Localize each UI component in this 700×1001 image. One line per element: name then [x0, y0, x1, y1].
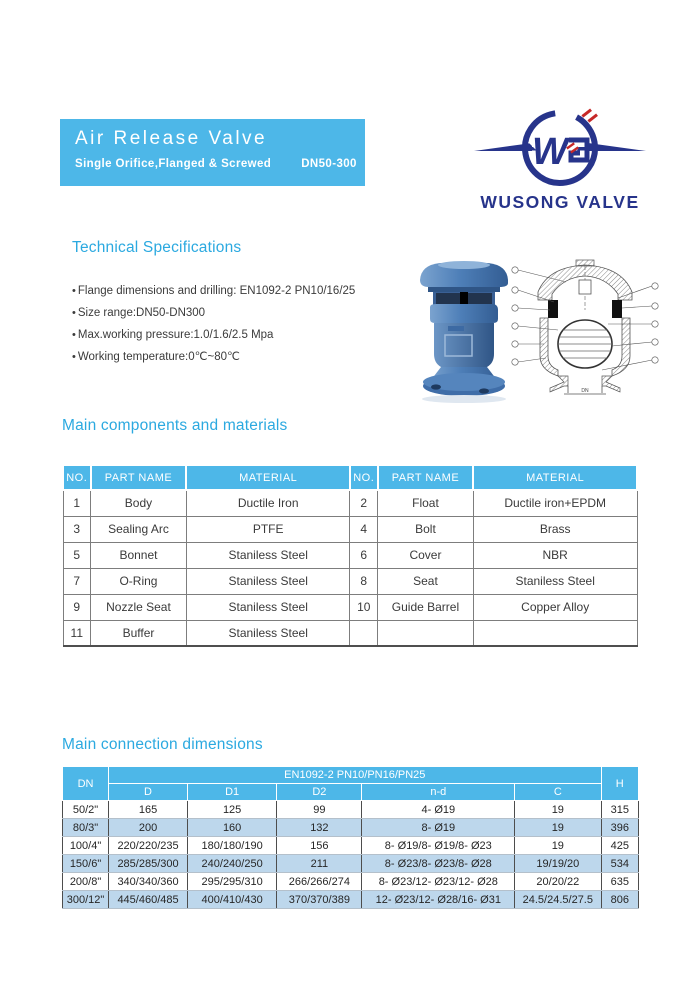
table-cell: 8 [350, 568, 378, 594]
column-header: NO. [63, 465, 91, 490]
column-header: PART NAME [91, 465, 187, 490]
table-cell [350, 620, 378, 646]
spec-bullet: • Flange dimensions and drilling: EN1092-2 PN10/16/25 [72, 280, 355, 302]
table-cell: 100/4" [63, 837, 109, 855]
dimensions-table [62, 766, 639, 909]
table-cell: 266/266/274 [277, 873, 362, 891]
table-cell: 8- Ø23/8- Ø23/8- Ø28 [362, 855, 515, 873]
table-cell: 295/295/310 [187, 873, 276, 891]
table-cell: 99 [277, 801, 362, 819]
column-header-dn: DN [63, 767, 109, 801]
table-row [63, 568, 637, 594]
table-cell: Sealing Arc [91, 516, 187, 542]
table-row [63, 891, 639, 909]
table-cell: 160 [187, 819, 276, 837]
table-cell: Nozzle Seat [91, 594, 187, 620]
section-heading-dimensions: Main connection dimensions [62, 736, 263, 753]
table-cell: 9 [63, 594, 91, 620]
table-cell: Bonnet [91, 542, 187, 568]
table-row [63, 620, 637, 646]
dimensions-header-row-2 [63, 784, 639, 801]
column-header: D1 [187, 784, 276, 801]
table-cell: Staniless Steel [473, 568, 637, 594]
table-cell: 10 [350, 594, 378, 620]
column-header: n-d [362, 784, 515, 801]
table-cell: 400/410/430 [187, 891, 276, 909]
table-cell: 340/340/360 [109, 873, 188, 891]
table-cell: 180/180/190 [187, 837, 276, 855]
column-header: MATERIAL [473, 465, 637, 490]
table-row [63, 873, 639, 891]
table-row [63, 819, 639, 837]
table-cell: Guide Barrel [378, 594, 474, 620]
column-header: D [109, 784, 188, 801]
table-cell: Staniless Steel [186, 594, 350, 620]
table-cell: Staniless Steel [186, 620, 350, 646]
table-cell: Cover [378, 542, 474, 568]
spec-list [72, 280, 355, 368]
table-cell: Float [378, 490, 474, 516]
logo-wordmark: WUSONG VALVE [480, 192, 640, 212]
table-cell: 19 [515, 837, 601, 855]
column-header-h: H [601, 767, 638, 801]
column-header: D2 [277, 784, 362, 801]
table-cell: 19 [515, 819, 601, 837]
table-row [63, 837, 639, 855]
components-table [62, 464, 638, 647]
table-row [63, 801, 639, 819]
table-cell: 156 [277, 837, 362, 855]
table-cell: PTFE [186, 516, 350, 542]
table-cell: Buffer [91, 620, 187, 646]
table-cell: 370/370/389 [277, 891, 362, 909]
table-cell: NBR [473, 542, 637, 568]
table-row [63, 516, 637, 542]
spec-bullet: • Working temperature:0℃~80℃ [72, 346, 355, 368]
table-cell: 200/8" [63, 873, 109, 891]
table-cell: 3 [63, 516, 91, 542]
table-cell: Ductile Iron [186, 490, 350, 516]
table-row [63, 542, 637, 568]
table-cell: 4- Ø19 [362, 801, 515, 819]
table-cell: 200 [109, 819, 188, 837]
drawing-dn-label: DN [581, 388, 589, 394]
column-header-standard: EN1092-2 PN10/PN16/PN25 [109, 767, 601, 784]
table-cell [378, 620, 474, 646]
table-cell: 11 [63, 620, 91, 646]
table-cell: 2 [350, 490, 378, 516]
table-cell [473, 620, 637, 646]
section-heading-technical-specifications: Technical Specifications [72, 239, 242, 256]
table-cell: Bolt [378, 516, 474, 542]
valve-product-photo [408, 256, 520, 404]
spec-bullet: • Size range:DN50-DN300 [72, 302, 355, 324]
wusong-valve-logo-icon [468, 98, 652, 220]
table-cell: 8- Ø23/12- Ø23/12- Ø28 [362, 873, 515, 891]
table-cell: 220/220/235 [109, 837, 188, 855]
table-cell: 125 [187, 801, 276, 819]
table-cell: 806 [601, 891, 638, 909]
table-cell: 211 [277, 855, 362, 873]
table-cell: 425 [601, 837, 638, 855]
column-header: C [515, 784, 601, 801]
table-cell: 6 [350, 542, 378, 568]
table-cell: 635 [601, 873, 638, 891]
svg-text:W: W [532, 131, 568, 173]
table-cell: 20/20/22 [515, 873, 601, 891]
column-header: NO. [350, 465, 378, 490]
table-cell: Brass [473, 516, 637, 542]
table-cell: 315 [601, 801, 638, 819]
components-header-row [63, 465, 637, 490]
column-header: MATERIAL [186, 465, 350, 490]
table-cell: 534 [601, 855, 638, 873]
table-cell: 396 [601, 819, 638, 837]
table-cell: 24.5/24.5/27.5 [515, 891, 601, 909]
header-banner [60, 119, 365, 186]
table-row [63, 594, 637, 620]
table-cell: 8- Ø19/8- Ø19/8- Ø23 [362, 837, 515, 855]
table-cell: 1 [63, 490, 91, 516]
column-header: PART NAME [378, 465, 474, 490]
table-cell: 80/3" [63, 819, 109, 837]
table-cell: 50/2" [63, 801, 109, 819]
table-cell: 150/6" [63, 855, 109, 873]
page-subtitle: Single Orifice,Flanged & Screwed [75, 158, 272, 170]
section-heading-components: Main components and materials [62, 417, 288, 434]
size-code: DN50-300 [301, 158, 357, 170]
page-title: Air Release Valve [75, 128, 268, 149]
table-row [63, 490, 637, 516]
table-cell: Staniless Steel [186, 568, 350, 594]
table-cell: 285/285/300 [109, 855, 188, 873]
table-cell: Staniless Steel [186, 542, 350, 568]
table-cell: 240/240/250 [187, 855, 276, 873]
table-cell: 5 [63, 542, 91, 568]
table-cell: 8- Ø19 [362, 819, 515, 837]
table-cell: 19 [515, 801, 601, 819]
table-cell: 445/460/485 [109, 891, 188, 909]
table-cell: O-Ring [91, 568, 187, 594]
table-cell: Body [91, 490, 187, 516]
table-cell: 300/12" [63, 891, 109, 909]
table-cell: 165 [109, 801, 188, 819]
dimensions-header-row-1 [63, 767, 639, 784]
table-cell: 4 [350, 516, 378, 542]
table-cell: 7 [63, 568, 91, 594]
table-cell: 19/19/20 [515, 855, 601, 873]
table-cell: Copper Alloy [473, 594, 637, 620]
dimensions-table-body [63, 801, 639, 909]
table-cell: Seat [378, 568, 474, 594]
valve-cross-section-drawing [506, 258, 664, 398]
table-cell: 132 [277, 819, 362, 837]
components-table-body [63, 490, 637, 646]
table-cell: 12- Ø23/12- Ø28/16- Ø31 [362, 891, 515, 909]
spec-bullet: • Max.working pressure:1.0/1.6/2.5 Mpa [72, 324, 355, 346]
table-cell: Ductile iron+EPDM [473, 490, 637, 516]
table-row [63, 855, 639, 873]
